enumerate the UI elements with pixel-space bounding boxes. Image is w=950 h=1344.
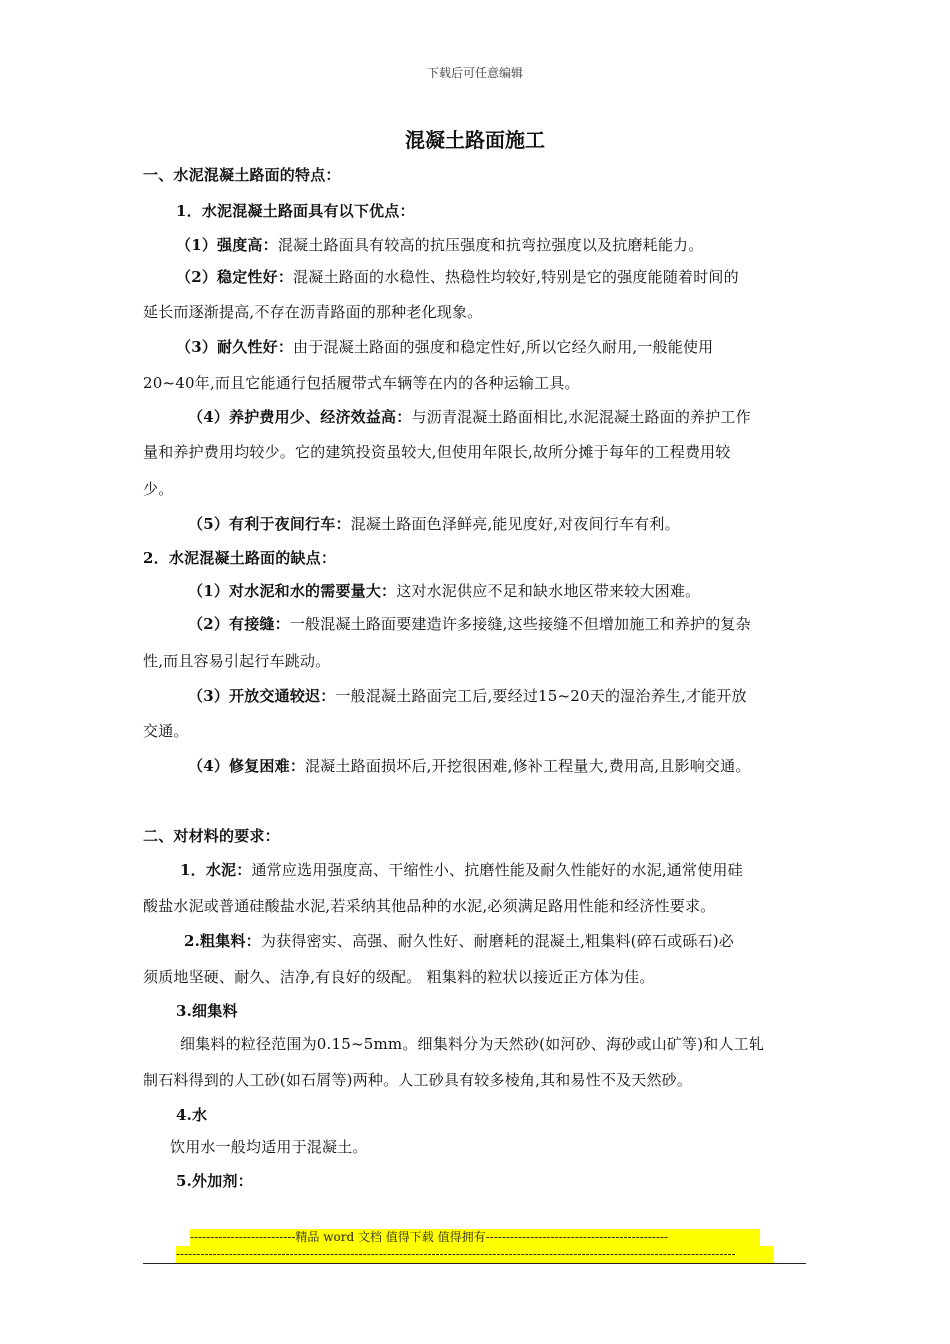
material-3-text: 细集料的粒径范围为0.15~5mm。细集料分为天然砂(如河砂、海砂或山矿等)和人工轧 [180, 1035, 765, 1053]
advantage-5-label: （5）有利于夜间行车： [188, 515, 351, 533]
advantage-4-cont2: 少。 [143, 480, 174, 498]
material-1-cont: 酸盐水泥或普通硅酸盐水泥,若采纳其他品种的水泥,必须满足路用性能和经济性要求。 [143, 897, 716, 915]
advantage-4-text: 与沥青混凝土路面相比,水泥混凝土路面的养护工作 [411, 408, 751, 426]
footer-rule [143, 1263, 806, 1264]
disadvantage-1 [188, 580, 700, 601]
material-2-cont: 须质地坚硬、耐久、洁净,有良好的级配。 粗集料的粒状以接近正方体为佳。 [143, 968, 655, 986]
section-2-heading: 二、对材料的要求： [143, 827, 280, 845]
advantage-2-text: 混凝土路面的水稳性、热稳性均较好,特别是它的强度能随着时间的 [293, 268, 739, 286]
advantage-5 [188, 513, 680, 534]
advantage-1 [176, 234, 703, 255]
advantage-3 [176, 336, 713, 357]
material-2-text: 为获得密实、高强、耐久性好、耐磨耗的混凝土,粗集料(碎石或砾石)必 [260, 932, 734, 950]
material-4-text: 饮用水一般均适用于混凝土。 [170, 1138, 368, 1156]
disadvantage-1-text: 这对水泥供应不足和缺水地区带来较大困难。 [396, 582, 701, 600]
advantage-3-text: 由于混凝土路面的强度和稳定性好,所以它经久耐用,一般能使用 [293, 338, 714, 356]
disadvantage-2-text: 一般混凝土路面要建造许多接缝,这些接缝不但增加施工和养护的复杂 [289, 615, 751, 633]
advantage-2 [176, 266, 739, 287]
material-1-text: 通常应选用强度高、干缩性小、抗磨性能及耐久性能好的水泥,通常使用硅 [251, 861, 743, 879]
disadvantage-3-text: 一般混凝土路面完工后,要经过15~20天的湿治养生,才能开放 [335, 687, 747, 705]
header-note: 下载后可任意编辑 [426, 66, 523, 80]
advantage-2-label: （2）稳定性好： [176, 268, 294, 286]
advantage-4-label: （4）养护费用少、经济效益高： [188, 408, 412, 426]
disadvantage-4-text: 混凝土路面损坏后,开挖很困难,修补工程量大,费用高,且影响交通。 [305, 757, 751, 775]
disadvantage-4 [188, 755, 751, 776]
advantage-4-cont: 量和养护费用均较少。它的建筑投资虽较大,但使用年限长,故所分摊于每年的工程费用较 [143, 443, 731, 461]
material-2 [184, 930, 734, 951]
advantage-1-label: （1）强度高： [176, 236, 278, 254]
section-1-heading: 一、水泥混凝土路面的特点： [143, 166, 341, 184]
material-1-label: 1．水泥： [180, 861, 252, 879]
material-2-label: 2.粗集料： [184, 932, 261, 950]
advantage-4 [188, 406, 751, 427]
material-4-label: 4.水 [176, 1106, 208, 1124]
material-3-cont: 制石料得到的人工砂(如石屑等)两种。人工砂具有较多棱角,其和易性不及天然砂。 [143, 1071, 693, 1089]
advantage-1-text: 混凝土路面具有较高的抗压强度和抗弯拉强度以及抗磨耗能力。 [277, 236, 704, 254]
advantage-2-cont: 延长而逐渐提高,不存在沥青路面的那种老化现象。 [143, 303, 483, 321]
advantage-5-text: 混凝土路面色泽鲜亮,能见度好,对夜间行车有利。 [350, 515, 680, 533]
advantage-3-label: （3）耐久性好： [176, 338, 294, 356]
disadvantage-2 [188, 613, 751, 634]
disadvantage-1-label: （1）对水泥和水的需要量大： [188, 582, 397, 600]
disadvantage-4-label: （4）修复困难： [188, 757, 306, 775]
disadvantage-2-cont: 性,而且容易引起行车跳动。 [143, 652, 331, 670]
disadvantages-heading: 2．水泥混凝土路面的缺点： [143, 549, 337, 567]
footer-banner-line-1: --------------------------精品 word 文档 值得下载 值得拥有--------------------------------------------- [190, 1229, 760, 1246]
advantage-3-cont: 20~40年,而且它能通行包括履带式车辆等在内的各种运输工具。 [143, 374, 580, 392]
disadvantage-3 [188, 685, 747, 706]
material-1 [180, 859, 743, 880]
disadvantage-3-cont: 交通。 [143, 722, 189, 740]
disadvantage-3-label: （3）开放交通较迟： [188, 687, 336, 705]
advantages-heading: 1．水泥混凝土路面具有以下优点： [176, 202, 415, 220]
page-title: 混凝土路面施工 [405, 128, 545, 152]
material-3-label: 3.细集料 [176, 1002, 238, 1020]
material-5-label: 5.外加剂： [176, 1172, 253, 1190]
footer-banner-line-2: ------------------------------------------------------------------------------------------------------------------------------------------ [176, 1246, 774, 1263]
disadvantage-2-label: （2）有接缝： [188, 615, 290, 633]
